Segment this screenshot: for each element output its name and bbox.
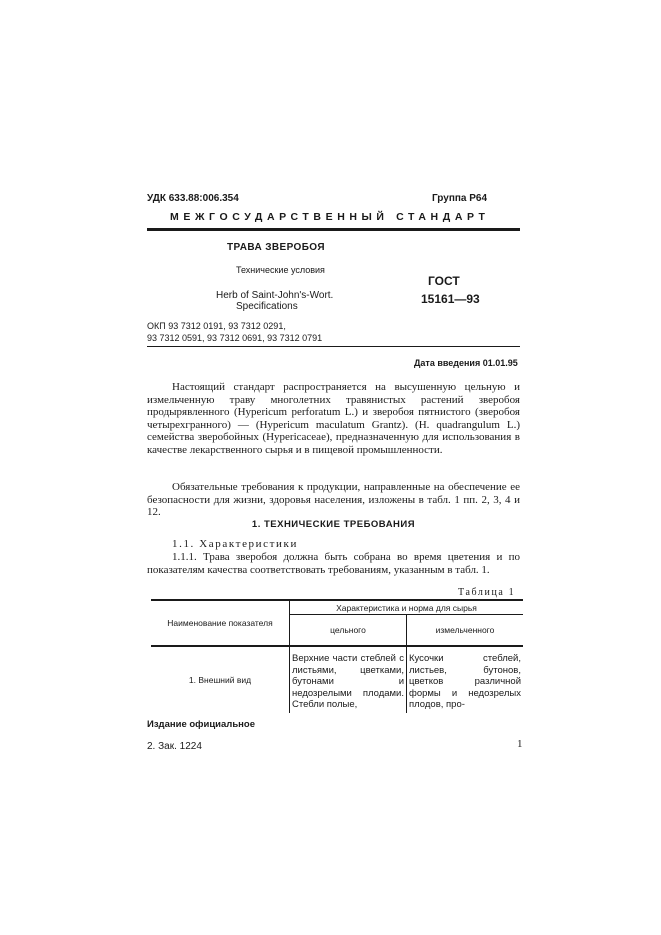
clause-paragraph: 1.1.1. Трава зверобоя должна быть собрана во время цветения и по показателям качества соответствовать требованиям, указанным в табл. 1. [147, 551, 520, 576]
middle-rule [147, 346, 520, 347]
gost-number: 15161—93 [421, 292, 480, 306]
group-code: Группа Р64 [432, 193, 488, 204]
mandatory-requirements-paragraph: Обязательные требования к продукции, направленные на обеспечение ее безопасности для жизни, здоровья населения, изложены в табл. 1 пп. 2, 3, 4 и 12. [147, 481, 520, 519]
header-characteristic-group: Характеристика и норма для сырья [290, 600, 524, 615]
udk-code: УДК 633.88:006.354 [147, 193, 239, 204]
section-title: 1. ТЕХНИЧЕСКИЕ ТРЕБОВАНИЯ [251, 519, 416, 530]
gost-label: ГОСТ [428, 274, 460, 288]
official-edition-label: Издание официальное [147, 719, 255, 730]
document-title: ТРАВА ЗВЕРОБОЯ [227, 242, 325, 253]
interstate-standard-heading: МЕЖГОСУДАРСТВЕННЫЙ СТАНДАРТ [170, 211, 490, 223]
header-whole: цельного [290, 615, 407, 647]
english-title-line1: Herb of Saint-John's-Wort. [216, 290, 334, 301]
okp-codes-line2: 93 7312 0591, 93 7312 0691, 93 7312 0791 [147, 333, 323, 343]
english-title-line2: Specifications [236, 301, 298, 312]
order-number: 2. Зак. 1224 [147, 741, 202, 752]
subsection-title: 1.1. Характеристики [172, 538, 298, 550]
row-appearance-name: 1. Внешний вид [151, 646, 290, 713]
page-number: 1 [517, 738, 523, 750]
document-subtitle: Технические условия [236, 265, 325, 275]
intro-paragraph: Настоящий стандарт распространяется на высушенную цельную и измельченную траву многолетних травянистых растений зверобоя продырявленного (Hypericum perforatum L.) и зверобоя пятнистого (зверобоя четырехгранного) — (Hypericum maculatum Grantz). (H. quadrangulum L.) семейства зверобойных (Hypericaceae), предназначенную для использования в качестве лекарственного сырья и в пищевой промышленности. [147, 381, 520, 456]
row-appearance-whole: Верхние части стеблей с листьями, цветками, бутонами и недозрелыми плодами. Стебли полые, [290, 646, 407, 713]
header-cut: измельченного [407, 615, 524, 647]
requirements-table [151, 599, 523, 713]
row-appearance-cut: Кусочки стеблей, листьев, бутонов, цветков различной формы и недозрелых плодов, про- [409, 653, 521, 710]
top-rule [147, 228, 520, 231]
table-caption: Таблица 1 [458, 587, 516, 598]
introduction-date: Дата введения 01.01.95 [414, 358, 518, 368]
okp-codes-line1: ОКП 93 7312 0191, 93 7312 0291, [147, 321, 286, 331]
header-indicator: Наименование показателя [151, 600, 290, 646]
